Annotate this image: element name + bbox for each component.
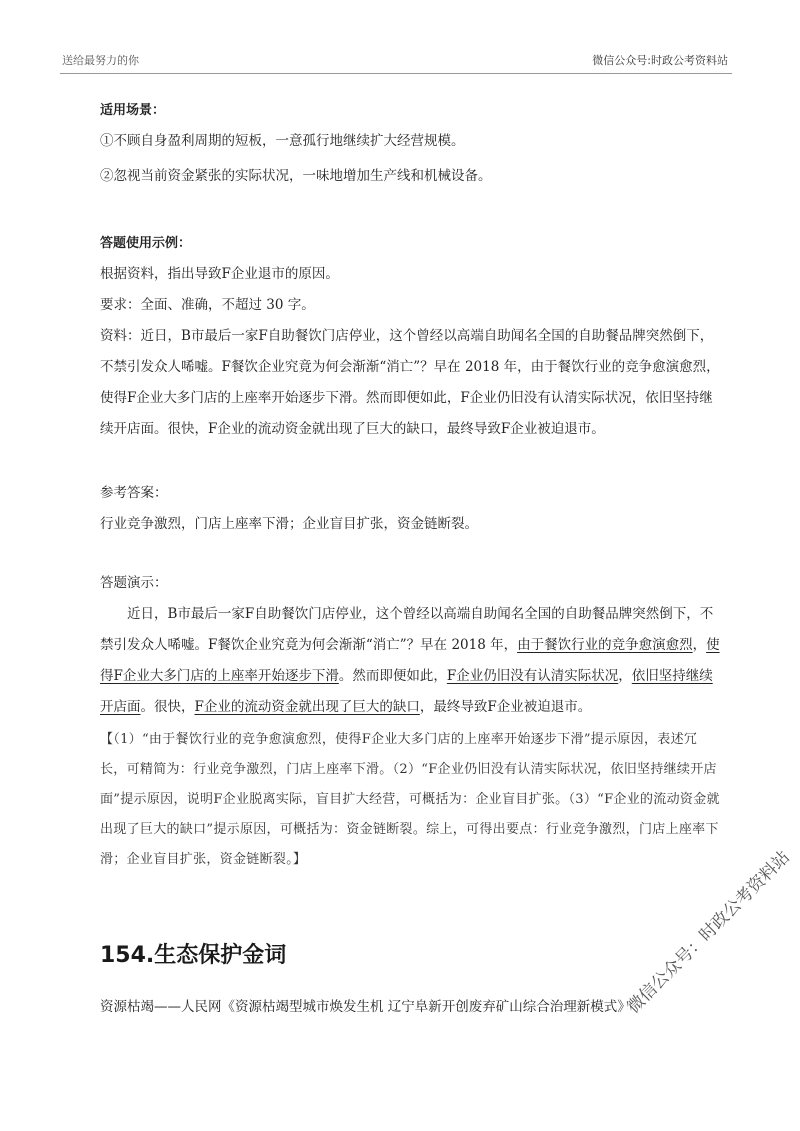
example-block <box>100 228 720 445</box>
section-heading: 154.生态保护金词 <box>100 943 287 968</box>
header-slogan: 送给最努力的你 <box>62 54 139 67</box>
demo-text-5: 。很快， <box>140 699 195 715</box>
scenarios-block <box>100 100 720 197</box>
demo-underline-5: F企业的流动资金就出现了巨大的缺口 <box>194 699 420 715</box>
section-line: 资源枯竭——人民网《资源枯竭型城市焕发生机 辽宁阜新开创废弃矿山综合治理新模式》 <box>100 999 631 1015</box>
example-question: 根据资料，指出导致F企业退市的原因。 <box>100 266 339 282</box>
demo-underline-4: 依旧坚持继续开店面 <box>100 668 713 715</box>
scenario-item-1: ①不顾自身盈利周期的短板，一意孤行地继续扩大经营规模。 <box>100 133 465 149</box>
demo-text-3: 。然而即便如此， <box>338 668 447 684</box>
demo-paragraph <box>100 599 720 723</box>
watermark-text: 微信公众号：时政公考资料站 <box>623 847 794 1018</box>
example-material: 资料：近日，B市最后一家F自助餐饮门店停业，这个曾经以高端自助闻名全国的自助餐品牌突然倒下，不禁引发众人唏嘘。F餐饮企业究竟为何会渐渐“消亡”？早在 2018 年，由于餐饮行业的竞争愈演愈烈，使得F企业大多门店的上座率开始逐步下滑。然而即便如此，F企业仍旧没有认清实际状况，依旧坚持继续开店面。很快，F企业的流动资金就出现了巨大的缺口，最终导致F企业被迫退市。 <box>100 328 720 437</box>
header-account: 微信公众号:时政公考资料站 <box>592 54 728 67</box>
demo-note: 【（1）“由于餐饮行业的竞争愈演愈烈，使得F企业大多门店的上座率开始逐步下滑”提示原因，表述冗长，可精简为：行业竞争激烈，门店上座率下滑。（2）“F企业仍旧没有认清实际状况，依旧坚持继续开店面”提示原因，说明F企业脱离实际，盲目扩大经营，可概括为：企业盲目扩张。（3）“F企业的流动资金就出现了巨大的缺口”提示原因，可概括为：资金链断裂。综上，可得出要点：行业竞争激烈，门店上座率下滑；企业盲目扩张，资金链断裂。】 <box>100 732 720 867</box>
demo-block <box>100 568 720 875</box>
scenario-item-2: ②忽视当前资金紧张的实际状况，一味地增加生产线和机械设备。 <box>100 168 492 184</box>
demo-underline-3: F企业仍旧没有认清实际状况 <box>446 668 619 684</box>
demo-underline-2: 使得F企业大多门店的上座率开始逐步下滑 <box>100 637 720 684</box>
answer-block <box>100 478 720 540</box>
scenarios-title: 适用场景： <box>100 103 166 118</box>
header-divider <box>60 73 732 74</box>
demo-text-6: ，最终导致F企业被迫退市。 <box>419 699 592 715</box>
demo-title: 答题演示： <box>100 575 168 591</box>
demo-text-1: 近日，B市最后一家F自助餐饮门店停业，这个曾经以高端自助闻名全国的自助餐品牌突然倒下，不禁引发众人唏嘘。F餐饮企业究竟为何会渐渐“消亡”？早在 2018 年， <box>100 606 714 653</box>
example-requirement: 要求：全面、准确，不超过 30 字。 <box>100 297 315 313</box>
answer-text: 行业竞争激烈，门店上座率下滑；企业盲目扩张，资金链断裂。 <box>100 516 478 532</box>
demo-text-2: ， <box>692 637 707 653</box>
demo-text-4: ， <box>618 668 632 684</box>
answer-title: 参考答案： <box>100 485 168 501</box>
demo-underline-1: 由于餐饮行业的竞争愈演愈烈 <box>517 637 693 653</box>
example-title: 答题使用示例： <box>100 236 192 251</box>
